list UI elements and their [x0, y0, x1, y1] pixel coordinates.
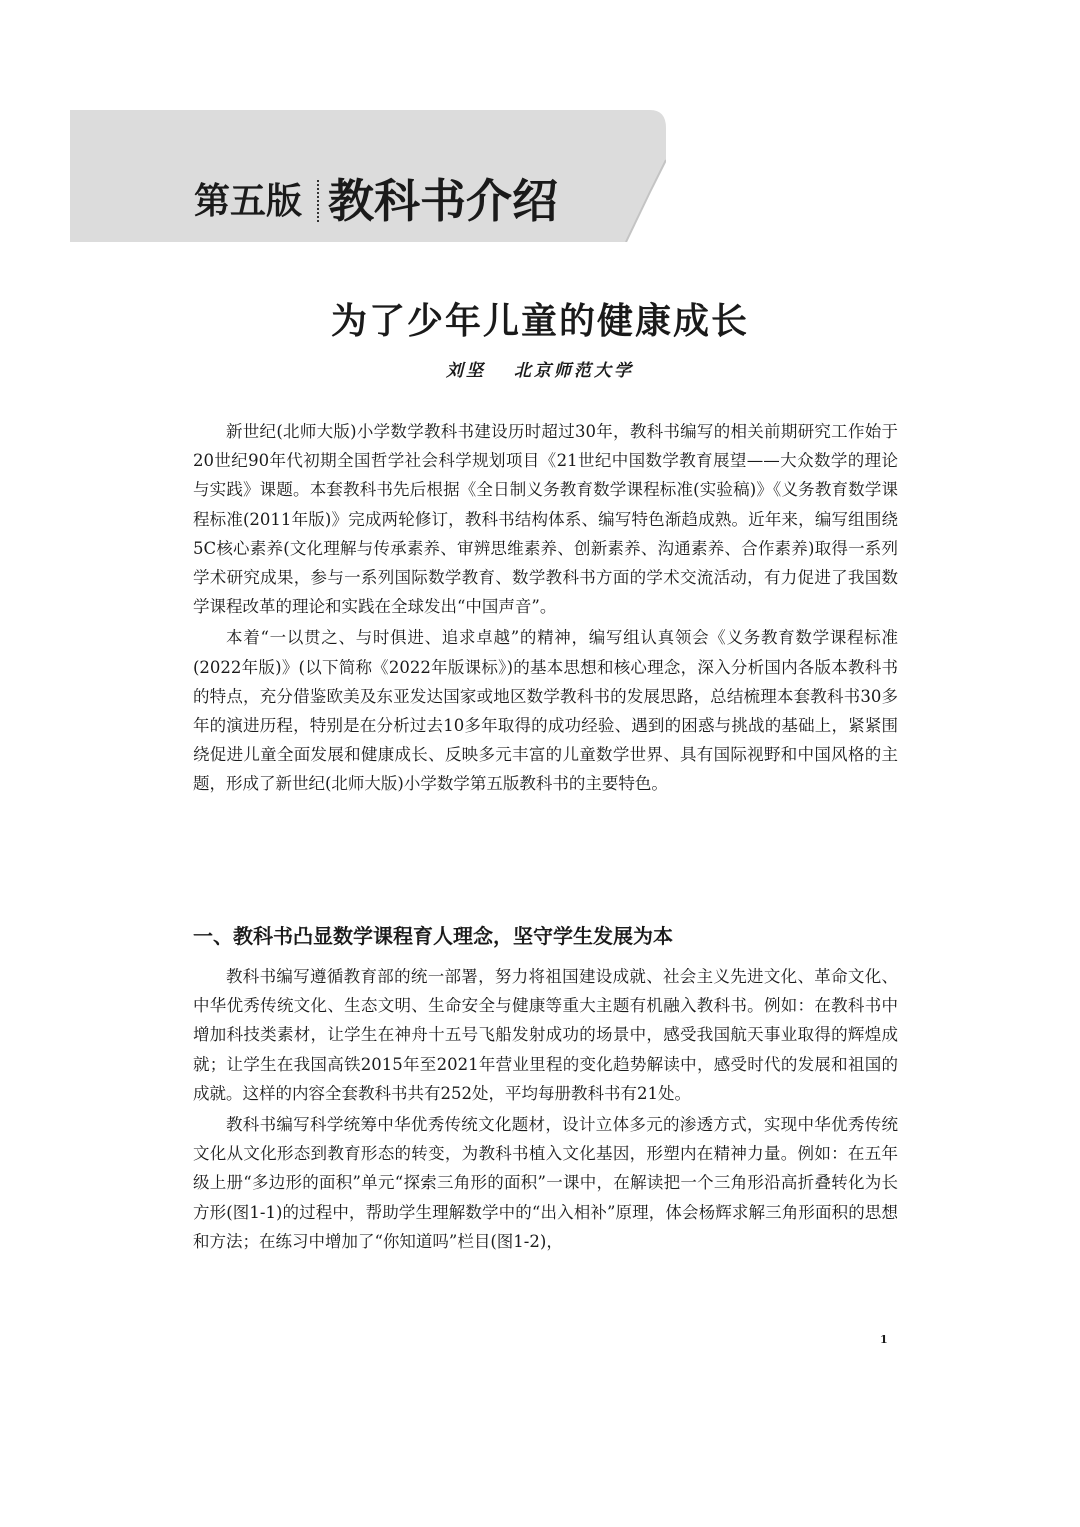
- banner-divider: [317, 180, 319, 222]
- byline: [0, 358, 1080, 384]
- section-1-text: [193, 962, 898, 1258]
- edition-label: 第五版: [194, 181, 303, 222]
- section-heading-1: 一、教科书凸显数学课程育人理念，坚守学生发展为本: [193, 924, 673, 948]
- section-1-paragraph-2: 教科书编写科学统筹中华优秀传统文化题材，设计立体多元的渗透方式，实现中华优秀传统文化从文化形态到教育形态的转变，为教科书植入文化基因，形塑内在精神力量。例如：在五年级上册“多边形的面积”单元“探索三角形的面积”一课中，在解读把一个三角形沿高折叠转化为长方形(图1-1)的过程中，帮助学生理解数学中的“出入相补”原理，体会杨辉求解三角形面积的思想和方法；在练习中增加了“你知道吗”栏目(图1-2)，: [193, 1115, 898, 1251]
- header-banner: [70, 110, 666, 242]
- page-number: 1: [880, 1333, 888, 1346]
- intro-text: [193, 417, 898, 801]
- intro-paragraph-2: 本着“一以贯之、与时俱进、追求卓越”的精神，编写组认真领会《义务教育数学课程标准(2022年版)》(以下简称《2022年版课标》)的基本思想和核心理念，深入分析国内各版本教科书的特点，充分借鉴欧美及东亚发达国家或地区数学教科书的发展思路，总结梳理本套教科书30多年的演进历程，特别是在分析过去10多年取得的成功经验、遇到的困惑与挑战的基础上，紧紧围绕促进儿童全面发展和健康成长、反映多元丰富的儿童数学世界、具有国际视野和中国风格的主题，形成了新世纪(北师大版)小学数学第五版教科书的主要特色。: [193, 628, 898, 794]
- author-affiliation: 北京师范大学: [514, 361, 634, 381]
- section-title: 教科书介绍: [328, 174, 558, 228]
- intro-paragraph-1: 新世纪(北师大版)小学数学教科书建设历时超过30年，教科书编写的相关前期研究工作始于20世纪90年代初期全国哲学社会科学规划项目《21世纪中国数学教育展望——大众数学的理论与实践》课题。本套教科书先后根据《全日制义务教育数学课程标准(实验稿)》《义务教育数学课程标准(2011年版)》完成两轮修订，教科书结构体系、编写特色渐趋成熟。近年来，编写组围绕5C核心素养(文化理解与传承素养、审辨思维素养、创新素养、沟通素养、合作素养)取得一系列学术研究成果，参与一系列国际数学教育、数学教科书方面的学术交流活动，有力促进了我国数学课程改革的理论和实践在全球发出“中国声音”。: [193, 422, 898, 617]
- article-title: 为了少年儿童的健康成长: [330, 300, 749, 342]
- author-name: 刘坚: [446, 361, 486, 381]
- section-1-paragraph-1: 教科书编写遵循教育部的统一部署，努力将祖国建设成就、社会主义先进文化、革命文化、中华优秀传统文化、生态文明、生命安全与健康等重大主题有机融入教科书。例如：在教科书中增加科技类素材，让学生在神舟十五号飞船发射成功的场景中，感受我国航天事业取得的辉煌成就；让学生在我国高铁2015年至2021年营业里程的变化趋势解读中，感受时代的发展和祖国的成就。这样的内容全套教科书共有252处，平均每册教科书有21处。: [193, 967, 898, 1103]
